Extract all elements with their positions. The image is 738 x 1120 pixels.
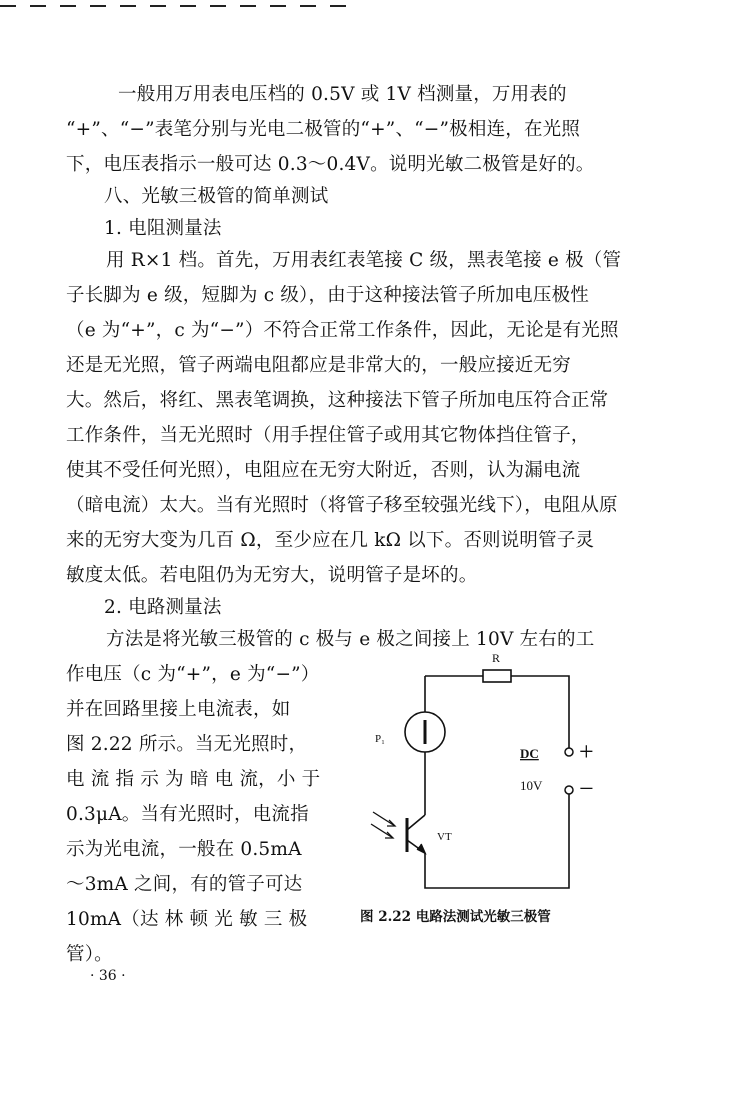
- resistor-label: R: [492, 651, 501, 665]
- figure-caption: 图 2.22 电路法测试光敏三极管: [360, 909, 551, 925]
- para2-line-1: 用 R×1 档。首先，万用表红表笔接 C 级，黑表笔接 e 极（管: [106, 250, 622, 271]
- para2-line-5: 大。然后，将红、黑表笔调换，这种接法下管子所加电压符合正常: [66, 390, 609, 411]
- para1-line-3: 下，电压表指示一般可达 0.3～0.4V。说明光敏二极管是好的。: [66, 154, 595, 175]
- top-dashed-rule: [0, 5, 360, 7]
- subsection-2-heading: 2. 电路测量法: [104, 597, 222, 618]
- para2-line-2: 子长脚为 e 级，短脚为 c 级），由于这种接法管子所加电压极性: [66, 285, 589, 306]
- para1-line-2: “+”、“−”表笔分别与光电二极管的“+”、“−”极相连，在光照: [66, 119, 581, 140]
- para3-wrapped-line-2: 并在回路里接上电流表，如: [66, 699, 291, 720]
- para2-line-3: （e 为“+”，c 为“−”）不符合正常工作条件，因此，无论是有光照: [66, 320, 619, 341]
- para3-wrapped-line-6: 示为光电流，一般在 0.5mA: [66, 839, 302, 860]
- transistor-label: VT: [437, 831, 452, 843]
- light-arrows-icon: [371, 812, 395, 838]
- para2-line-9: 来的无穷大变为几百 Ω，至少应在几 kΩ 以下。否则说明管子灵: [66, 530, 595, 551]
- para3-line-1: 方法是将光敏三极管的 c 极与 e 极之间接上 10V 左右的工: [106, 629, 595, 650]
- plus-sign: +: [579, 737, 594, 766]
- section-heading: 八、光敏三极管的简单测试: [104, 186, 329, 207]
- para3-wrapped-line-9: 管）。: [66, 944, 113, 965]
- resistor-symbol: [483, 670, 511, 682]
- minus-sign: −: [579, 774, 594, 803]
- para2-line-8: （暗电流）太大。当有光照时（将管子移至较强光线下），电阻从原: [66, 495, 618, 516]
- para2-line-10: 敏度太低。若电阻仍为无穷大，说明管子是坏的。: [66, 565, 478, 586]
- para3-wrapped-line-3: 图 2.22 所示。当无光照时，: [66, 734, 308, 755]
- para1-line-1: 一般用万用表电压档的 0.5V 或 1V 档测量，万用表的: [118, 84, 567, 105]
- meter-label: P₁: [375, 733, 385, 745]
- para3-wrapped-line-5: 0.3μA。当有光照时，电流指: [66, 804, 309, 825]
- subsection-1-heading: 1. 电阻测量法: [104, 218, 222, 239]
- ammeter-symbol: [405, 712, 445, 752]
- plus-terminal: [565, 748, 573, 756]
- minus-terminal: [565, 786, 573, 794]
- para2-line-6: 工作条件，当无光照时（用手捏住管子或用其它物体挡住管子，: [66, 425, 590, 446]
- para2-line-4: 还是无光照，管子两端电阻都应是非常大的，一般应接近无穷: [66, 355, 571, 376]
- phototransistor-symbol: [407, 815, 425, 853]
- para3-wrapped-line-7: ～3mA 之间，有的管子可达: [66, 874, 303, 895]
- circuit-wires: [425, 676, 569, 888]
- page-number: · 36 ·: [90, 968, 126, 984]
- para3-wrapped-line-1: 作电压（c 为“+”，e 为“−”）: [66, 664, 320, 685]
- dc-label: DC: [520, 746, 539, 761]
- circuit-diagram: [355, 640, 635, 900]
- para3-wrapped-line-8: 10mA（达 林 顿 光 敏 三 极: [66, 909, 308, 930]
- para2-line-7: 使其不受任何光照），电阻应在无穷大附近，否则，认为漏电流: [66, 460, 581, 481]
- para3-wrapped-line-4: 电 流 指 示 为 暗 电 流，小 于: [66, 769, 321, 790]
- voltage-label: 10V: [520, 778, 543, 793]
